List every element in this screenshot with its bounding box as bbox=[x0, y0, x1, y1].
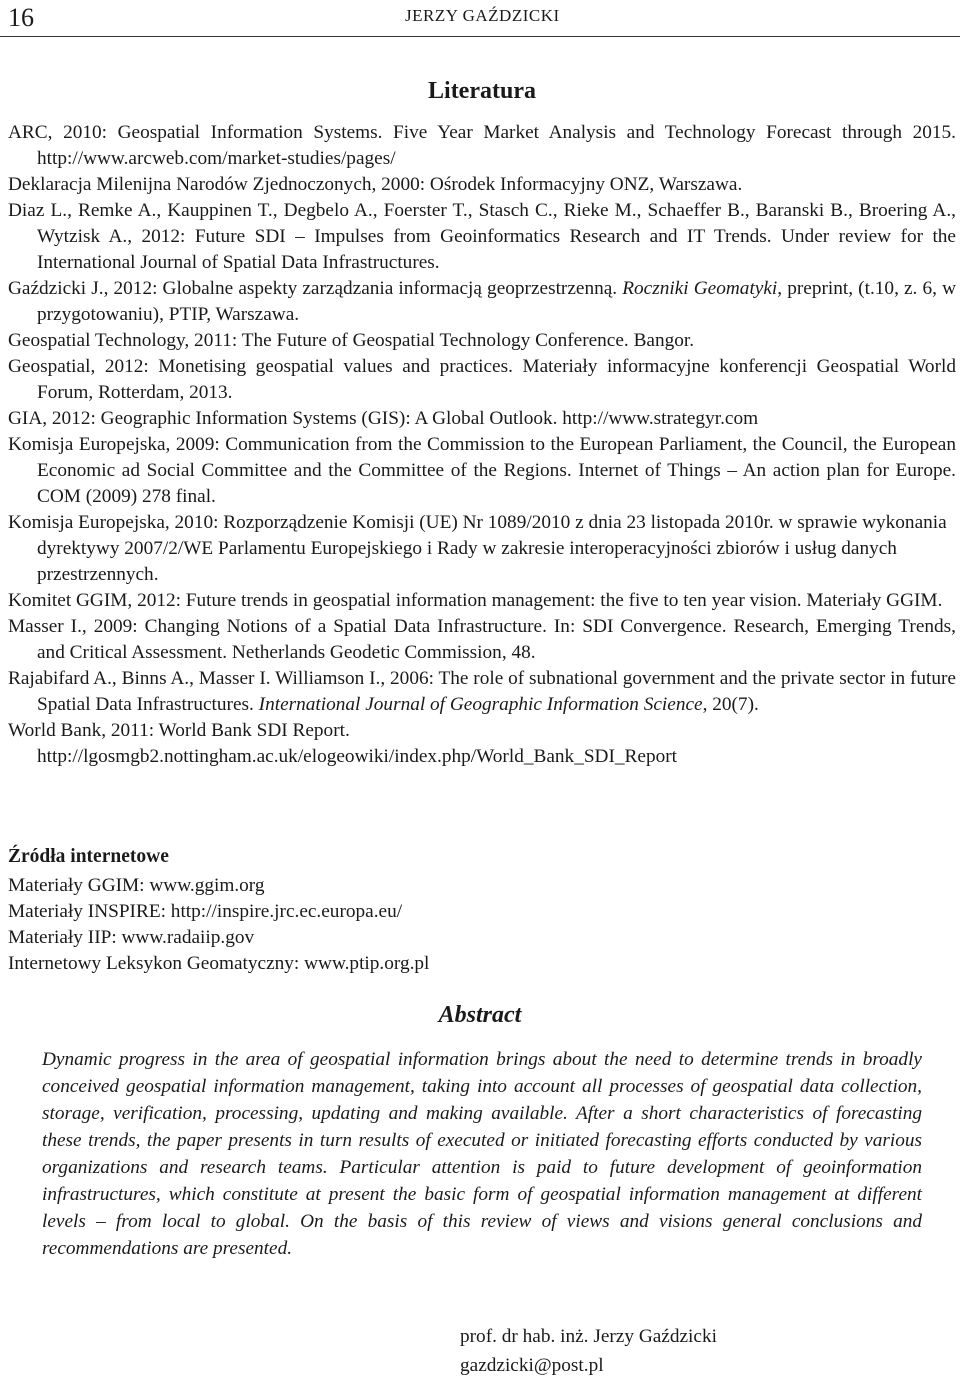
author-name: prof. dr hab. inż. Jerzy Gaździcki bbox=[460, 1326, 717, 1347]
web-source-item: Internetowy Leksykon Geomatyczny: www.ptip.org.pl bbox=[8, 953, 430, 974]
reference-item: Komisja Europejska, 2009: Communication from the Commission to the European Parliament, the Council, the European Economic ad Social Committee and the Committee of the Regions. Internet of Things – An action plan for Europe. COM (2009) 278 final. bbox=[8, 434, 956, 507]
reference-item: ARC, 2010: Geospatial Information Systems. Five Year Market Analysis and Technology Forecast through 2015. http://www.arcweb.com/market-studies/pages/ bbox=[8, 122, 956, 169]
reference-item: Geospatial, 2012: Monetising geospatial values and practices. Materiały informacyjne konferencji Geospatial World Forum, Rotterdam, 2013. bbox=[8, 356, 956, 403]
reference-list bbox=[8, 120, 956, 770]
reference-item: Komisja Europejska, 2010: Rozporządzenie Komisji (UE) Nr 1089/2010 z dnia 23 listopada 2010r. w sprawie wykonania dyrektywy 2007/2/WE Parlamentu Europejskiego i Rady w zakresie interoperacyjności zbiorów i usług danych przestrzennych. bbox=[8, 512, 947, 585]
author-block bbox=[460, 1322, 717, 1380]
reference-item: Rajabifard A., Binns A., Masser I. Williamson I., 2006: The role of subnational government and the private sector in future Spatial Data Infrastructures. International Journal of Geographic Information Science, 20(7). bbox=[8, 668, 956, 715]
web-source-item: Materiały INSPIRE: http://inspire.jrc.ec.europa.eu/ bbox=[8, 901, 403, 922]
reference-item: Geospatial Technology, 2011: The Future of Geospatial Technology Conference. Bangor. bbox=[8, 330, 695, 351]
web-sources-list bbox=[8, 873, 429, 977]
author-email: gazdzicki@post.pl bbox=[460, 1355, 604, 1376]
abstract-heading: Abstract bbox=[438, 1002, 522, 1028]
reference-item: World Bank, 2011: World Bank SDI Report. http://lgosmgb2.nottingham.ac.uk/elogeowiki/index.php/World_Bank_SDI_Report bbox=[8, 718, 956, 770]
reference-item: Komitet GGIM, 2012: Future trends in geospatial information management: the five to ten year vision. Materiały GGIM. bbox=[8, 590, 943, 611]
abstract-text: Dynamic progress in the area of geospatial information brings about the need to determine trends in broadly conceived geospatial information management, taking into account all processes of geospatial data collection, storage, verification, processing, updating and making available. After a short characteristics of forecasting these trends, the paper presents in turn results of executed or initiated forecasting efforts conducted by various organizations and research teams. Particular attention is paid to future development of geoinformation infrastructures, which constitute at present the basic form of geospatial information management at different levels – from local to global. On the basis of this review of views and visions general conclusions and recommendations are presented. bbox=[42, 1049, 922, 1259]
reference-item: GIA, 2012: Geographic Information Systems (GIS): A Global Outlook. http://www.strategyr.com bbox=[8, 408, 759, 429]
reference-item: Diaz L., Remke A., Kauppinen T., Degbelo A., Foerster T., Stasch C., Rieke M., Schaeffer B., Baranski B., Broering A., Wytzisk A., 2012: Future SDI – Impulses from Geoinformatics Research and IT Trends. Under review for the International Journal of Spatial Data Infrastructures. bbox=[8, 200, 956, 273]
web-sources-heading: Źródła internetowe bbox=[8, 846, 169, 867]
page-number: 16 bbox=[8, 3, 34, 32]
reference-item: Deklaracja Milenijna Narodów Zjednoczonych, 2000: Ośrodek Informacyjny ONZ, Warszawa. bbox=[8, 174, 743, 195]
literatura-heading: Literatura bbox=[428, 78, 536, 104]
running-head: JERZY GAŹDZICKI bbox=[405, 6, 560, 25]
page-header bbox=[0, 0, 960, 37]
reference-item: Masser I., 2009: Changing Notions of a Spatial Data Infrastructure. In: SDI Convergence. Research, Emerging Trends, and Critical Assessment. Netherlands Geodetic Commission, 48. bbox=[8, 616, 956, 663]
web-source-item: Materiały IIP: www.radaiip.gov bbox=[8, 927, 255, 948]
reference-item: Gaździcki J., 2012: Globalne aspekty zarządzania informacją geoprzestrzenną. Roczniki Geomatyki, preprint, (t.10, z. 6, w przygotowaniu), PTIP, Warszawa. bbox=[8, 278, 956, 325]
reference-url: http://lgosmgb2.nottingham.ac.uk/elogeowiki/index.php/World_Bank_SDI_Report bbox=[37, 746, 678, 767]
web-source-item: Materiały GGIM: www.ggim.org bbox=[8, 875, 265, 896]
